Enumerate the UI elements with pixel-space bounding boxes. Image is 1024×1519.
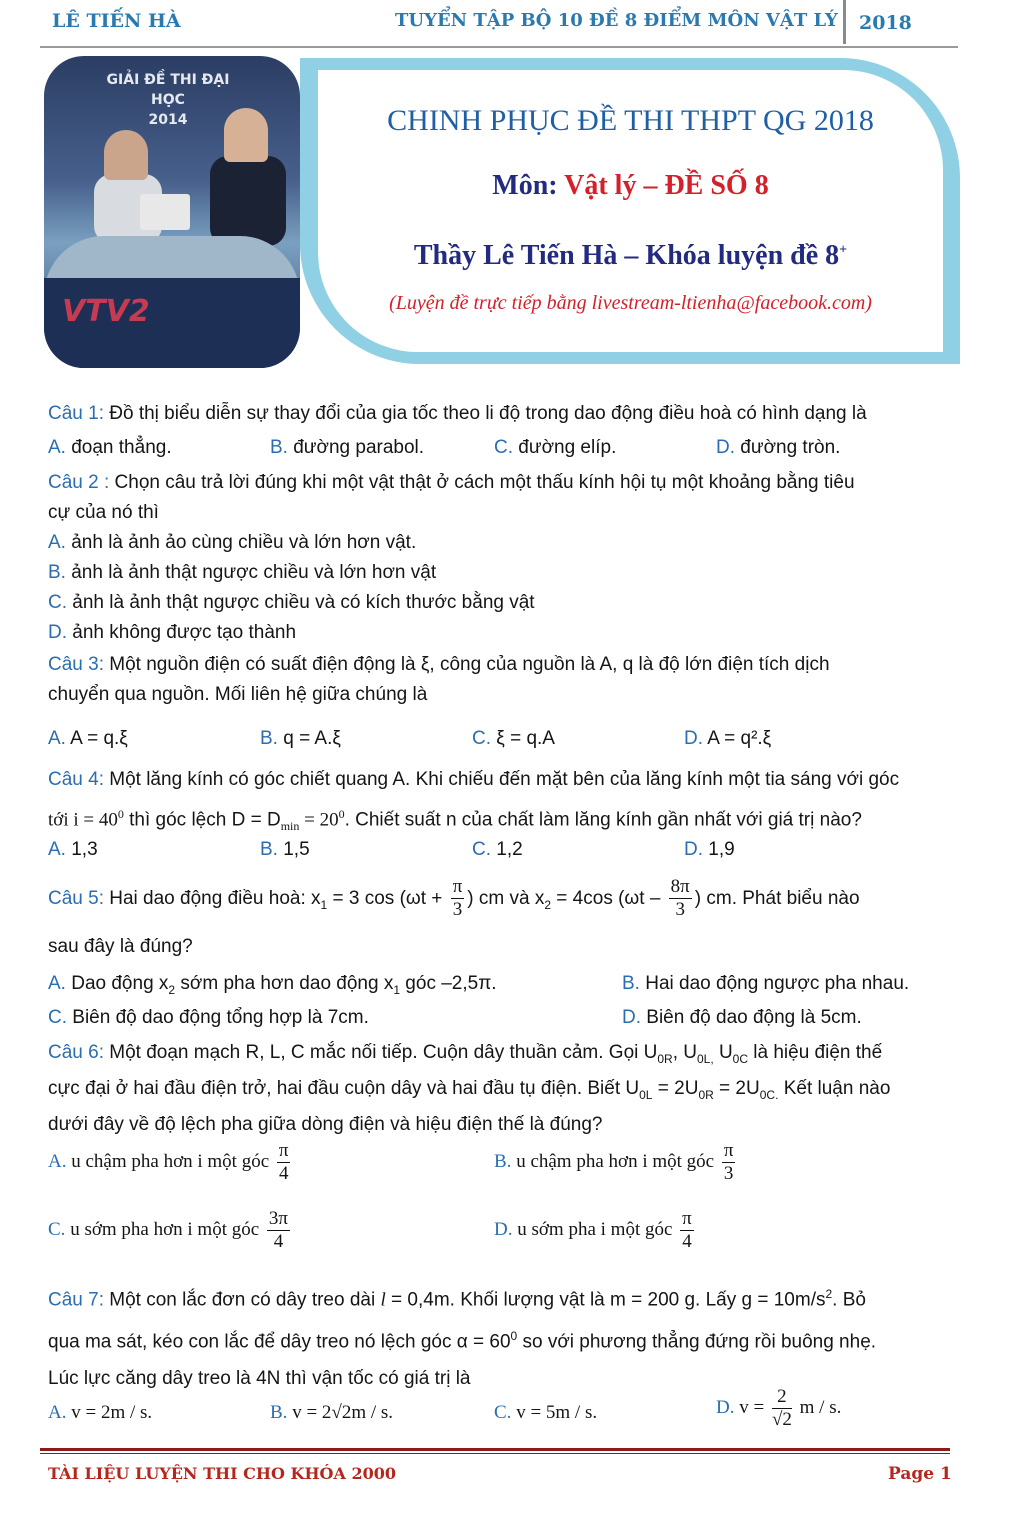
q6-option-a (48, 1140, 293, 1185)
q6-text: cực đại ở hai đầu điện trở, hai đầu cuộn dây và hai đầu tụ điện. Biết U (48, 1077, 640, 1099)
q1-option-b (270, 437, 424, 459)
option-text: đường parabol. (287, 437, 425, 458)
fraction-numerator: π (452, 876, 463, 898)
banner-subject-highlight: Vật lý – ĐỀ SỐ 8 (564, 170, 769, 201)
question-label: Câu 3: (48, 654, 104, 675)
q5-part5: ) cm. Phát biểu nào (694, 888, 860, 909)
option-label: D. (716, 437, 735, 458)
option-label: D. (48, 622, 67, 643)
option-text: đường tròn. (735, 437, 841, 458)
banner-subject-prefix: Môn: (492, 170, 565, 201)
option-label: A. (48, 1402, 67, 1423)
option-label: B. (270, 437, 288, 458)
vtv2-logo: VTV2 (62, 294, 150, 329)
question-text: Đồ thị biểu diễn sự thay đổi của gia tốc theo li độ trong dao động điều hoà có hình dạng là (103, 403, 867, 424)
q6-option-c (48, 1208, 293, 1253)
footer-page-number: Page 1 (888, 1464, 952, 1484)
question-5 (48, 876, 968, 928)
q4-line2-sup2: 0 (338, 807, 345, 821)
fraction-numerator: 2 (772, 1386, 792, 1409)
q7-option-b (270, 1402, 393, 1424)
option-fraction (277, 1140, 291, 1185)
q7-text-line-3: Lúc lực căng dây treo là 4N thì vận tốc có giá trị là (48, 1367, 471, 1389)
q4-option-a (48, 839, 98, 861)
q7-text: = 0,4m. Khối lượng vật là m = 200 g. Lấy g = 10m/s (385, 1289, 826, 1311)
banner-teacher-sup: + (839, 242, 848, 258)
q4-line2-sup1: 0 (117, 807, 124, 821)
fraction-numerator: 8π (670, 876, 690, 898)
q6-sub: 0R (698, 1087, 714, 1102)
option-label: A. (48, 437, 66, 458)
q4-option-b (260, 839, 310, 861)
question-text-line-2: chuyển qua nguồn. Mối liên hệ giữa chúng là (48, 684, 428, 705)
q2-option-a (48, 528, 968, 558)
option-label: C. (472, 728, 491, 749)
banner-teacher (318, 240, 943, 272)
q5-part2: = 3 cos (ωt + (327, 888, 448, 909)
banner-livestream: (Luyện đề trực tiếp bằng livestream-ltienha@facebook.com) (389, 292, 872, 314)
fraction-numerator: π (723, 1140, 734, 1161)
q5-fraction-1 (451, 876, 465, 921)
header-divider (843, 0, 846, 44)
option-text: đoạn thẳng. (65, 437, 172, 458)
q3-option-d (684, 728, 771, 750)
option-text: ảnh là ảnh ảo cùng chiều và lớn hơn vật. (65, 532, 417, 553)
fraction-denominator: 3 (675, 899, 685, 921)
q6-text: Kết luận nào (778, 1077, 891, 1099)
q1-option-d (716, 437, 840, 459)
fraction-denominator: 3 (452, 899, 463, 921)
option-label: D. (684, 728, 703, 749)
question-text-line-1: Một nguồn điện có suất điện động là ξ, công của nguồn là A, q là độ lớn điện tích dịch (103, 654, 830, 675)
option-text: ảnh là ảnh thật ngược chiều và lớn hơn vật (65, 562, 437, 583)
option-text: Hai dao động ngược pha nhau. (639, 973, 910, 994)
question-label: Câu 6: (48, 1042, 104, 1063)
option-label: C. (48, 592, 67, 613)
option-text: v = 2m / s. (66, 1402, 153, 1423)
q5-sub2: 2 (544, 897, 552, 912)
option-text: u sớm pha i một góc (512, 1218, 678, 1240)
q7-sup: 0 (510, 1329, 518, 1344)
q6-sub: 0C (732, 1051, 749, 1066)
option-text: q = A.ξ (277, 728, 341, 749)
option-fraction (680, 1208, 694, 1253)
q4-option-c (472, 839, 523, 861)
fraction-denominator: 3 (723, 1163, 734, 1184)
option-label: D. (684, 839, 703, 860)
option-text: v = 5m / s. (511, 1402, 598, 1423)
option-label: C. (48, 1218, 66, 1240)
q7-length-symbol: l (380, 1289, 386, 1311)
q5-sub1: 1 (320, 897, 328, 912)
q7-text: qua ma sát, kéo con lắc để dây treo nó lệch góc α = 60 (48, 1331, 511, 1353)
q4-line2-c: = 20 (299, 809, 339, 831)
question-4 (48, 765, 968, 795)
q6-sub: 0C. (759, 1087, 779, 1102)
q5-part1: Hai dao động điều hoà: x (103, 888, 321, 909)
question-7 (48, 1276, 978, 1397)
q5-option-b (622, 973, 909, 995)
option-text: u sớm pha hơn i một góc (65, 1218, 264, 1240)
fraction-numerator: π (682, 1208, 692, 1229)
photo-person-2-body (210, 156, 286, 246)
question-label: Câu 5: (48, 888, 104, 909)
footer-rule-thin (40, 1453, 950, 1454)
q6-text: = 2U (652, 1077, 699, 1099)
fraction-denominator: 4 (273, 1231, 284, 1252)
q7-option-a (48, 1402, 152, 1424)
q5-option-a (48, 973, 497, 997)
q5-fraction-2 (669, 876, 692, 921)
option-text: ảnh là ảnh thật ngược chiều và có kích thước bằng vật (67, 592, 535, 613)
question-4-line-2 (48, 799, 968, 841)
page-header (0, 0, 1024, 50)
option-text: u chậm pha hơn i một góc (511, 1150, 719, 1172)
option-label: D. (622, 1007, 641, 1028)
fraction-numerator: π (278, 1140, 289, 1161)
option-text: ảnh không được tạo thành (67, 622, 297, 643)
q1-option-a (48, 437, 172, 459)
option-fraction (267, 1208, 290, 1253)
option-text: 1,5 (277, 839, 310, 860)
q3-option-b (260, 728, 341, 750)
option-text: m / s. (794, 1396, 842, 1418)
question-3 (48, 650, 968, 710)
question-1 (48, 399, 968, 429)
option-label: B. (494, 1150, 512, 1172)
option-label: A. (48, 839, 66, 860)
photo-laptop (140, 194, 190, 230)
option-text: ξ = q.A (491, 728, 555, 749)
q6-text: U (713, 1042, 733, 1063)
option-text: A = q.ξ (65, 728, 128, 749)
option-text: đường elíp. (513, 437, 617, 458)
question-text-line-1: Chọn câu trả lời đúng khi một vật thật ở cách một thấu kính hội tụ một khoảng bằng tiêu (109, 472, 855, 493)
option-sub: 1 (393, 982, 401, 997)
option-text: 1,3 (65, 839, 98, 860)
banner-title: CHINH PHỤC ĐỀ THI THPT QG 2018 (387, 104, 874, 137)
q2-option-b (48, 558, 968, 588)
q6-option-b (494, 1140, 738, 1185)
option-label: C. (48, 1007, 67, 1028)
option-label: B. (48, 562, 66, 583)
option-fraction (772, 1386, 792, 1431)
footer-rule-thick (40, 1448, 950, 1451)
q7-text: so với phương thẳng đứng rồi buông nhẹ. (517, 1331, 877, 1353)
question-text-line-1: Một lăng kính có góc chiết quang A. Khi chiếu đến mặt bên của lăng kính một tia sáng với góc (103, 769, 900, 790)
option-text: Dao động x (65, 973, 169, 994)
question-label: Câu 1: (48, 403, 104, 424)
studio-photo (44, 56, 300, 368)
q6-text-line-3: dưới đây về độ lệch pha giữa dòng điện và hiệu điện thế là đúng? (48, 1113, 603, 1135)
question-label: Câu 7: (48, 1289, 104, 1311)
footer-course: TÀI LIỆU LUYỆN THI CHO KHÓA 2000 (48, 1464, 397, 1483)
option-sub: 2 (168, 982, 176, 997)
q1-option-c (494, 437, 616, 459)
header-author: LÊ TIẾN HÀ (52, 10, 181, 32)
option-label: B. (260, 839, 278, 860)
q7-sup: 2 (825, 1287, 833, 1301)
photo-person-1-head (104, 130, 148, 180)
header-rule (40, 46, 958, 48)
q5-option-c (48, 1007, 369, 1029)
fraction-denominator: 4 (682, 1231, 692, 1252)
question-label: Câu 2 : (48, 472, 110, 493)
q7-option-c (494, 1402, 597, 1424)
option-label: A. (48, 1150, 67, 1172)
option-label: C. (494, 437, 513, 458)
q3-option-a (48, 728, 128, 750)
option-label: C. (472, 839, 491, 860)
option-label: C. (494, 1402, 512, 1423)
q2-option-d (48, 618, 968, 648)
option-text: v = 2√2m / s. (287, 1402, 394, 1423)
option-fraction (722, 1140, 736, 1185)
option-label: A. (48, 728, 66, 749)
q4-line2-d: . Chiết suất n của chất làm lăng kính gần nhất với giá trị nào? (344, 809, 862, 831)
q4-line2-sub: min (280, 819, 300, 834)
q5-part3: ) cm và x (467, 888, 545, 909)
q6-sub: 0L (639, 1087, 653, 1102)
option-label: D. (494, 1218, 513, 1240)
option-label: D. (716, 1396, 735, 1418)
q6-option-d (494, 1208, 697, 1253)
photo-person-2-head (224, 108, 268, 162)
option-text: u chậm pha hơn i một góc (66, 1150, 274, 1172)
header-year: 2018 (859, 12, 912, 34)
q3-option-c (472, 728, 555, 750)
fraction-numerator: 3π (268, 1208, 289, 1229)
option-label: A. (48, 973, 66, 994)
q6-text: là hiệu điện thế (748, 1042, 883, 1063)
q6-text: , U (672, 1042, 697, 1063)
q6-sub: 0L, (696, 1051, 714, 1066)
q5-part4: = 4cos (ωt – (551, 888, 666, 909)
option-text: sớm pha hơn dao động x (175, 973, 394, 994)
option-text: 1,2 (491, 839, 523, 860)
q5-option-d (622, 1007, 862, 1029)
option-label: B. (622, 973, 640, 994)
question-5-line-2: sau đây là đúng? (48, 936, 193, 957)
photo-wall-text (88, 70, 248, 130)
q4-line2-a: tới i = 40 (48, 809, 118, 831)
option-label: B. (260, 728, 278, 749)
option-label: A. (48, 532, 66, 553)
q6-sub: 0R (657, 1051, 673, 1066)
q4-option-d (684, 839, 735, 861)
q6-text: Một đoạn mạch R, L, C mắc nối tiếp. Cuộn dây thuần cảm. Gọi U (103, 1042, 658, 1063)
q4-line2-b: thì góc lệch D = D (123, 809, 281, 831)
header-title: TUYỂN TẬP BỘ 10 ĐỀ 8 ĐIỂM MÔN VẬT LÝ (395, 10, 838, 31)
fraction-denominator: 4 (278, 1163, 289, 1184)
option-text: A = q².ξ (703, 728, 772, 749)
banner-subject (318, 170, 943, 202)
option-text: góc –2,5π. (400, 973, 497, 994)
fraction-denominator: √2 (771, 1409, 792, 1430)
question-label: Câu 4: (48, 769, 104, 790)
question-6 (48, 1038, 978, 1140)
q7-text: Một con lắc đơn có dây treo dài (103, 1289, 381, 1311)
question-2 (48, 468, 968, 648)
q6-text: = 2U (713, 1077, 760, 1099)
question-text-line-2: cự của nó thì (48, 502, 159, 523)
option-text: Biên độ dao động là 5cm. (641, 1007, 862, 1028)
banner-teacher-text: Thầy Lê Tiến Hà – Khóa luyện đề 8 (413, 240, 840, 271)
q7-option-d (716, 1386, 841, 1431)
photo-wall-text-2: 2014 (148, 112, 188, 128)
photo-wall-text-1: GIẢI ĐỀ THI ĐẠI HỌC (106, 72, 230, 108)
q2-option-c (48, 588, 968, 618)
option-text: Biên độ dao động tổng hợp là 7cm. (67, 1007, 369, 1028)
option-label: B. (270, 1402, 288, 1423)
option-text: v = (734, 1396, 769, 1418)
q7-text: . Bỏ (832, 1289, 866, 1311)
option-text: 1,9 (703, 839, 735, 860)
